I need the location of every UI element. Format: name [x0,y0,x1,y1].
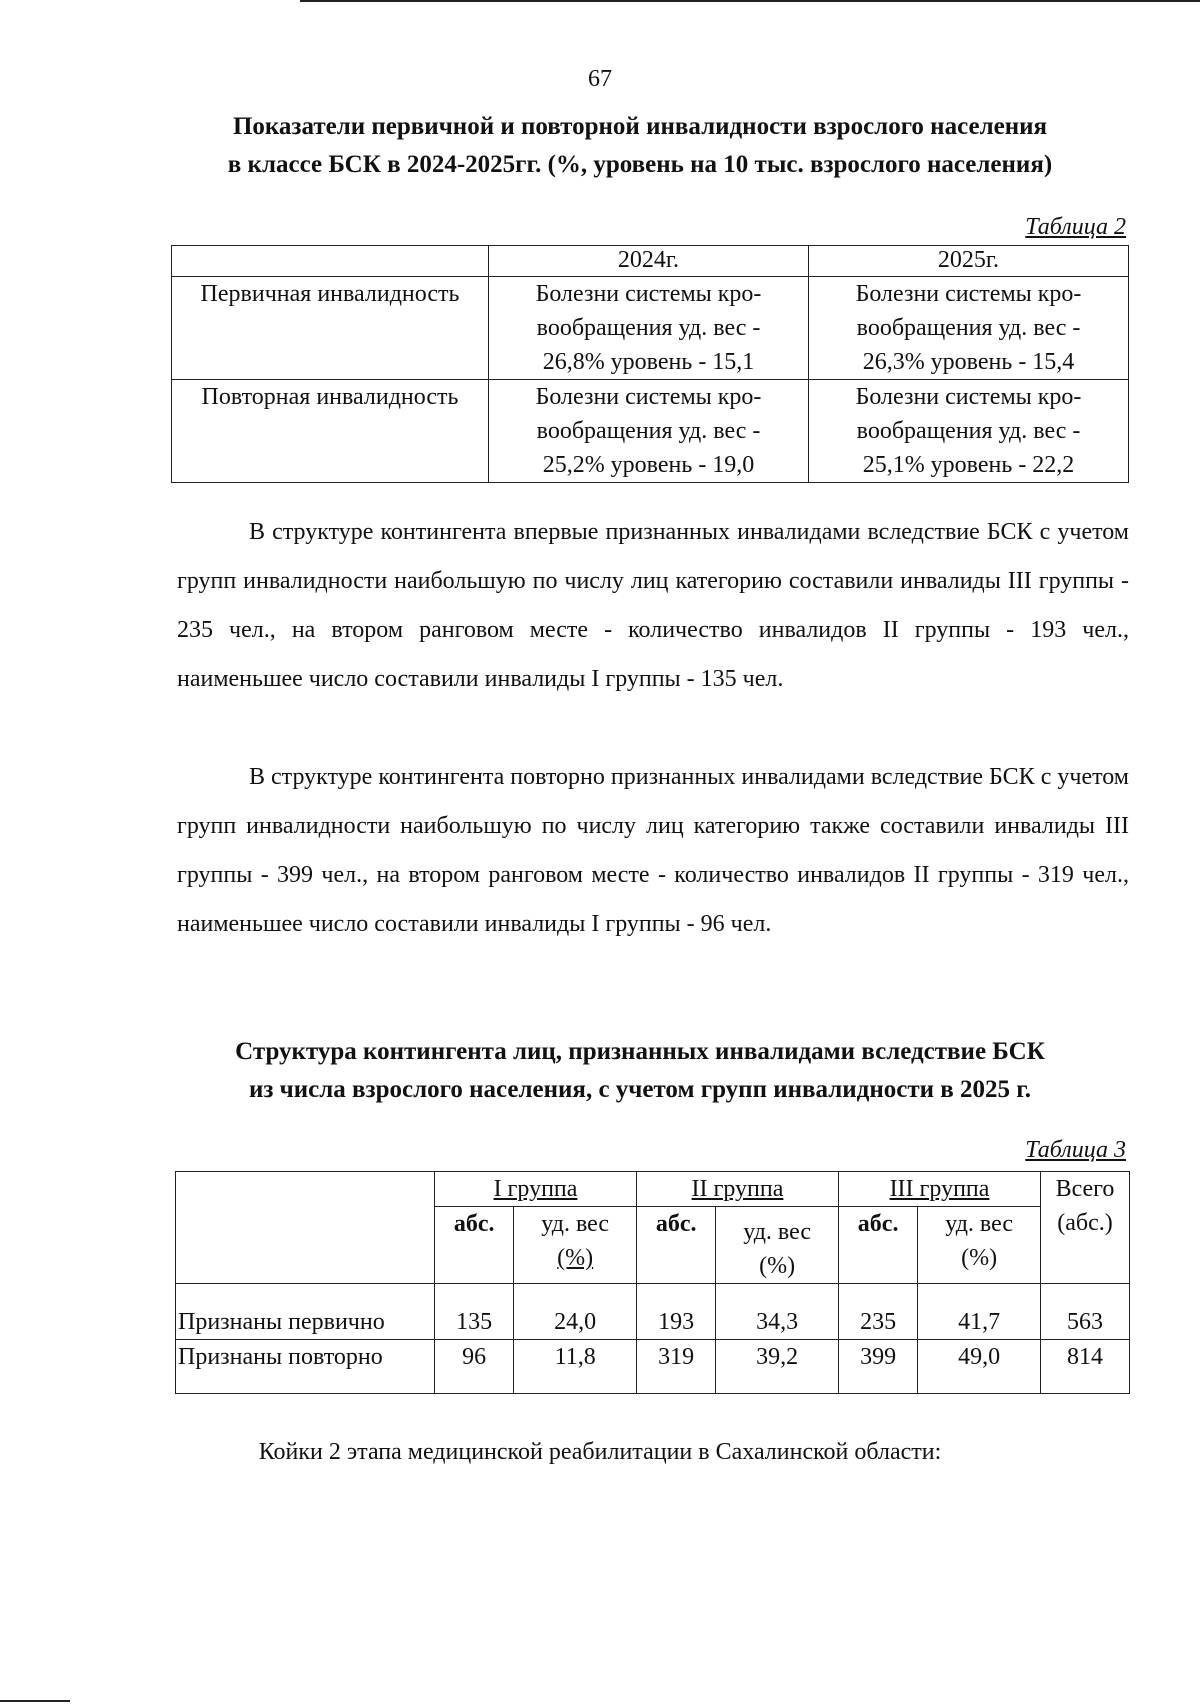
group-2-header: II группа [636,1172,838,1207]
group-3-share: 49,0 [918,1340,1041,1394]
rehabilitation-beds-line: Койки 2 этапа медицинской реабилитации в Сахалинской области: [258,1439,942,1465]
heading-line-2: в классе БСК в 2024-2025гг. (%, уровень на 10 тыс. взрослого населения) [227,151,1053,178]
group-2-abs: 319 [636,1340,715,1394]
heading-line-1: Структура контингента лиц, признанных инвалидами вследствие БСК [235,1038,1045,1065]
cell-line: 25,2% уровень - 19,0 [542,452,755,478]
cell-2025 [809,277,1129,380]
header-empty-cell [172,246,489,277]
cell-line: Болезни системы кро- [855,384,1082,410]
table-row-repeat [176,1340,1130,1394]
heading-line-1: Показатели первичной и повторной инвалидности взрослого населения [232,113,1048,140]
cell-2024 [489,277,809,380]
group-3-abs: 235 [838,1284,917,1340]
table-3-caption: Таблица 3 [1025,1137,1126,1163]
heading-line-2: из числа взрослого населения, с учетом групп инвалидности в 2025 г. [248,1076,1032,1103]
cell-2024 [489,380,809,483]
total-header: Всего (абс.) [1041,1172,1130,1284]
disability-groups-table [175,1171,1130,1394]
heading-table-3 [150,1033,1130,1109]
cell-2025 [809,380,1129,483]
total-abs: 814 [1041,1340,1130,1394]
total-abs: 563 [1041,1284,1130,1340]
table-header-row [172,246,1129,277]
abs-header: абс. [636,1207,715,1284]
table-2-caption: Таблица 2 [1025,214,1126,240]
abs-header: абс. [838,1207,917,1284]
cell-line: вообращения уд. вес - [536,418,761,444]
table-row-repeat [172,380,1129,483]
cell-line: вообращения уд. вес - [856,315,1081,341]
share-header [918,1207,1041,1284]
paragraph-primary [177,508,1129,704]
paragraph-repeat [177,753,1129,949]
share-header [514,1207,637,1284]
group-1-abs: 96 [435,1340,514,1394]
group-1-share: 11,8 [514,1340,637,1394]
paragraph-text: В структуре контингента повторно признанных инвалидами вследствие БСК с учетом групп инвалидности наибольшую по числу лиц категорию также составили инвалиды III группы - 399 чел., на втором ранговом месте - количество инвалидов II группы - 319 чел., наименьшее число составили инвалиды I группы - 96 чел. [177,764,1129,937]
group-header-row [176,1172,1130,1207]
row-label: Признаны первично [176,1284,435,1340]
cell-line: 26,3% уровень - 15,4 [862,349,1075,375]
heading-table-2 [150,108,1130,184]
group-2-share: 39,2 [716,1340,839,1394]
header-empty-cell [176,1172,435,1284]
share-unit: (%) [759,1253,796,1279]
share-unit: (%) [961,1245,998,1271]
group-3-header: III группа [838,1172,1040,1207]
share-label: уд. вес [945,1211,1014,1237]
row-label: Признаны повторно [176,1340,435,1394]
share-label: уд. вес [541,1211,610,1237]
header-2024: 2024г. [489,246,809,277]
group-2-share: 34,3 [716,1284,839,1340]
share-header [716,1207,839,1284]
group-2-abs: 193 [636,1284,715,1340]
cell-line: 25,1% уровень - 22,2 [862,452,1075,478]
bottom-rule [0,1700,70,1702]
group-1-share: 24,0 [514,1284,637,1340]
cell-line: вообращения уд. вес - [536,315,761,341]
group-3-share: 41,7 [918,1284,1041,1340]
top-rule [300,0,1200,2]
row-label: Первичная инвалидность [172,277,489,380]
table-row-primary [176,1284,1130,1340]
group-1-header: I группа [435,1172,637,1207]
row-label: Повторная инвалидность [172,380,489,483]
cell-line: вообращения уд. вес - [856,418,1081,444]
abs-header: абс. [435,1207,514,1284]
disability-indicators-table [171,245,1129,483]
cell-line: 26,8% уровень - 15,1 [542,349,755,375]
paragraph-text: В структуре контингента впервые признанных инвалидами вследствие БСК с учетом групп инвалидности наибольшую по числу лиц категорию составили инвалиды III группы - 235 чел., на втором ранговом месте - количество инвалидов II группы - 193 чел., наименьшее число составили инвалиды I группы - 135 чел. [177,519,1129,692]
table-row-primary [172,277,1129,380]
group-1-abs: 135 [435,1284,514,1340]
cell-line: Болезни системы кро- [535,384,762,410]
group-3-abs: 399 [838,1340,917,1394]
header-2025: 2025г. [809,246,1129,277]
cell-line: Болезни системы кро- [855,281,1082,307]
share-unit: (%) [557,1245,594,1271]
page-number: 67 [588,66,612,92]
share-label: уд. вес [743,1219,812,1245]
cell-line: Болезни системы кро- [535,281,762,307]
